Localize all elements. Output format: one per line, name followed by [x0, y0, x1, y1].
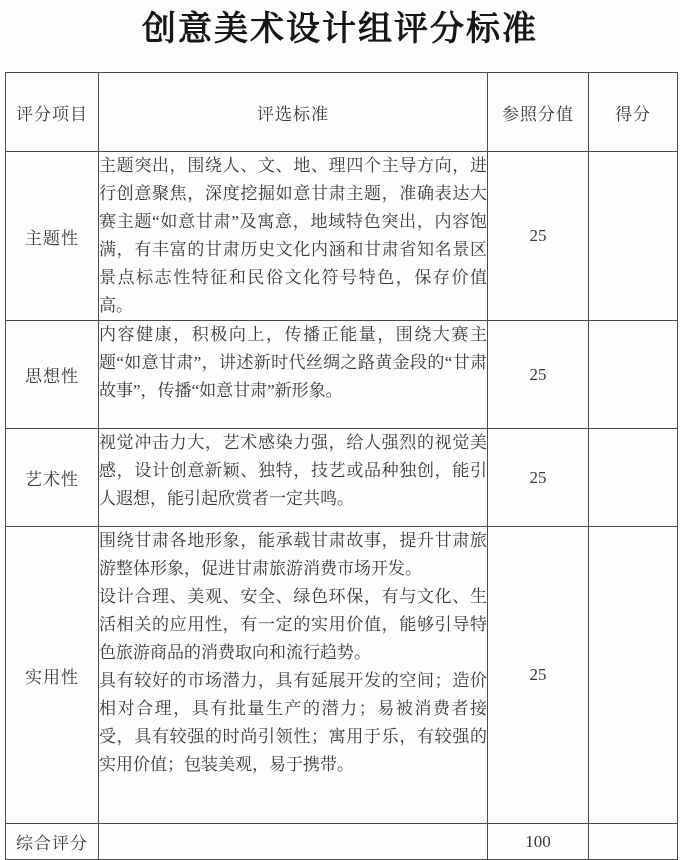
table-row — [6, 152, 678, 321]
score-cell — [589, 321, 678, 429]
score-cell — [589, 429, 678, 527]
score-cell — [589, 152, 678, 321]
score-cell — [589, 527, 678, 824]
criteria-paragraph: 主题突出，围绕人、文、地、理四个主导方向，进行创意聚焦，深度挖掘如意甘肃主题，准确表达大赛主题“如意甘肃”及寓意，地域特色突出，内容饱满，有丰富的甘肃历史文化内涵和甘肃省知名景区景点标志性特征和民俗文化符号特色，保存价值高。 — [99, 156, 487, 315]
table-header-row — [6, 73, 678, 152]
criteria-cell — [99, 429, 488, 527]
table-row — [6, 824, 678, 860]
criteria-paragraph: 具有较好的市场潜力，具有延展开发的空间；造价相对合理，具有批量生产的潜力；易被消费者接受，具有较强的时尚引领性；寓用于乐，有较强的实用价值；包装美观，易于携带。 — [99, 671, 487, 774]
item-cell: 主题性 — [6, 152, 99, 321]
reference-score-cell: 25 — [488, 429, 589, 527]
scoring-table — [5, 72, 678, 860]
header-cell-criteria: 评选标准 — [99, 73, 488, 152]
item-cell: 实用性 — [6, 527, 99, 824]
score-cell — [589, 824, 678, 860]
header-cell-score: 得分 — [589, 73, 678, 152]
criteria-cell — [99, 152, 488, 321]
item-cell: 综合评分 — [6, 824, 99, 860]
criteria-paragraph: 围绕甘肃各地形象，能承载甘肃故事，提升甘肃旅游整体形象，促进甘肃旅游消费市场开发。 — [99, 531, 487, 578]
reference-score-cell: 25 — [488, 152, 589, 321]
criteria-paragraph: 内容健康，积极向上，传播正能量，围绕大赛主题“如意甘肃”，讲述新时代丝绸之路黄金段的“甘肃故事”，传播“如意甘肃”新形象。 — [99, 325, 487, 400]
page-title: 创意美术设计组评分标准 — [142, 10, 538, 48]
criteria-cell — [99, 824, 488, 860]
reference-score-cell: 25 — [488, 527, 589, 824]
reference-score-cell: 100 — [488, 824, 589, 860]
header-cell-item: 评分项目 — [6, 73, 99, 152]
item-cell: 艺术性 — [6, 429, 99, 527]
header-cell-reference-score: 参照分值 — [488, 73, 589, 152]
criteria-cell — [99, 527, 488, 824]
table-row — [6, 429, 678, 527]
criteria-cell — [99, 321, 488, 429]
reference-score-cell: 25 — [488, 321, 589, 429]
criteria-paragraph: 设计合理、美观、安全、绿色环保，有与文化、生活相关的应用性，有一定的实用价值，能够引导特色旅游商品的消费取向和流行趋势。 — [99, 587, 487, 662]
table-row — [6, 321, 678, 429]
table-row — [6, 527, 678, 824]
item-cell: 思想性 — [6, 321, 99, 429]
criteria-paragraph: 视觉冲击力大，艺术感染力强，给人强烈的视觉美感，设计创意新颖、独特，技艺或品种独创，能引人遐想，能引起欣赏者一定共鸣。 — [99, 433, 487, 508]
